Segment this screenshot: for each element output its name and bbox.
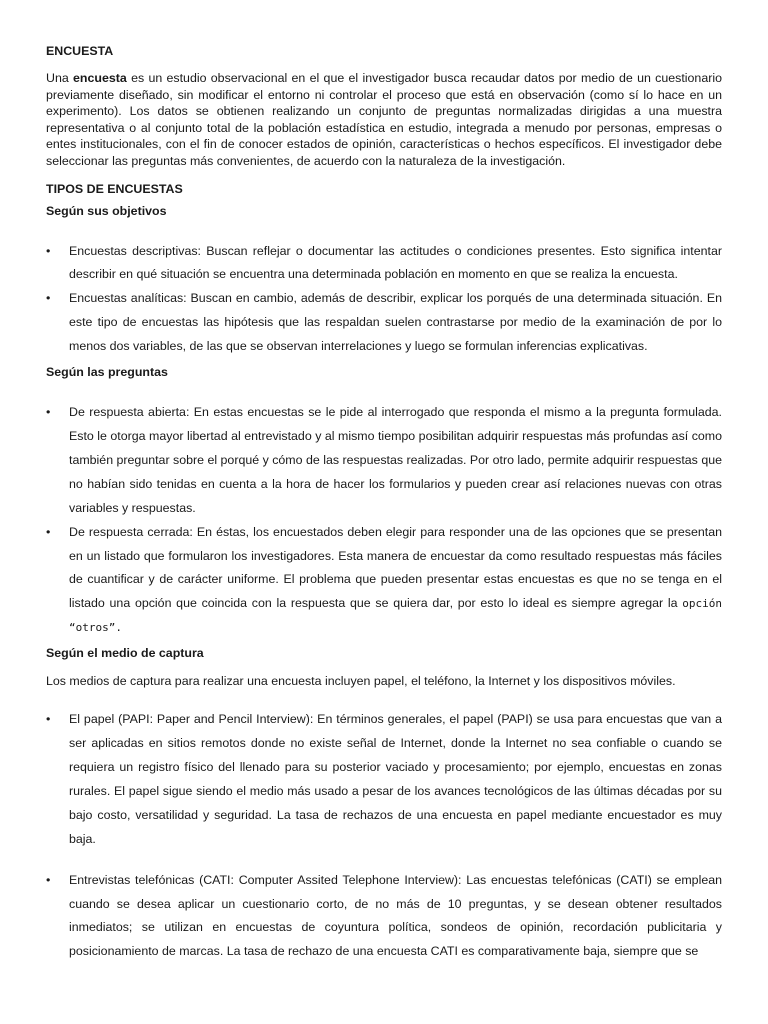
intro-pre: Una: [46, 71, 74, 85]
intro-post: es un estudio observacional en el que el investigador busca recaudar datos por medio de un cuestionario previamente diseñado, sin modificar el entorno ni controlar el proceso que está en observación (como sí lo hace en un experimento). Los datos se obtienen realizando un conjunto de preguntas normalizadas dirigidas a una muestra representativa o al conjunto total de la población estadística en estudio, integrada a menudo por personas, empresas o entes institucionales, con el fin de conocer estados de opinión, características o hechos específicos. El investigador debe seleccionar las preguntas más convenientes, de acuerdo con la naturaleza de la investigación.: [46, 71, 722, 168]
section-heading-preguntas: Según las preguntas: [46, 365, 168, 380]
list-item-text: De respuesta cerrada: En éstas, los encuestados deben elegir para responder una de las opciones que se presentan en un listado que formularon los investigadores. Esta manera de encuestar da como resultado respuestas más fáciles de cuantificar y de carácter uniforme. El problema que pueden presentar estas encuestas es que no se tenga en el listado una opción que coincida con la respuesta que se quiera dar, por esto lo ideal es siempre agregar la: [69, 524, 722, 611]
list-item: [46, 240, 722, 288]
list-item-text: De respuesta abierta: En estas encuestas se le pide al interrogado que responda el mismo a la pregunta formulada. Esto le otorga mayor libertad al entrevistado y al mismo tiempo posibilitan adquirir respuestas más profundas así como también preguntar sobre el porqué y cómo de las respuestas realizadas. Por otro lado, permite adquirir respuestas que no habían sido tenidas en cuenta a la hora de hacer los formularios y pueden crear así relaciones nuevas con otras variables y respuestas.: [69, 405, 722, 515]
list-medio-captura: [46, 708, 722, 964]
list-item: [46, 401, 722, 521]
list-item: [46, 708, 722, 851]
list-preguntas: [46, 401, 722, 640]
list-item: [46, 869, 722, 965]
intro-bold-term: encuesta: [73, 71, 127, 85]
list-item-text: Encuestas analíticas: Buscan en cambio, además de describir, explicar los porqués de una determinada situación. En este tipo de encuestas las hipótesis que las respaldan suelen contrastarse por medio de la examinación de por lo menos dos variables, de las que se observan interrelaciones y luego se formulan inferencias explicativas.: [69, 291, 722, 354]
bullet-icon: •: [46, 712, 51, 727]
bullet-icon: •: [46, 872, 51, 887]
document-title: ENCUESTA: [46, 44, 114, 58]
medio-captura-paragraph: Los medios de captura para realizar una encuesta incluyen papel, el teléfono, la Internet y los dispositivos móviles.: [46, 674, 676, 689]
bullet-icon: •: [46, 291, 51, 306]
types-heading: TIPOS DE ENCUESTAS: [46, 181, 183, 196]
bullet-icon: •: [46, 524, 51, 539]
bullet-icon: •: [46, 405, 51, 420]
list-item: [46, 521, 722, 641]
section-heading-objetivos: Según sus objetivos: [46, 203, 167, 218]
list-item-text: Encuestas descriptivas: Buscan reflejar o documentar las actitudes o condiciones presentes. Esto significa intentar describir en qué situación se encuentra una determinada población en momento en que se realiza la encuesta.: [69, 243, 722, 282]
list-item-tail: opción “otros”.: [69, 597, 722, 635]
list-item-text: El papel (PAPI: Paper and Pencil Interview): En términos generales, el papel (PAPI) se usa para encuestas que van a ser aplicadas en sitios remotos donde no existe señal de Internet, donde la Internet no sea confiable o cuando se requiera un registro físico del llenado para su posterior vaciado y procesamiento; por ejemplo, encuestas en zonas rurales. El papel sigue siendo el medio más usado a pesar de los avances tecnológicos de las últimas décadas por su bajo costo, versatilidad y seguridad. La tasa de rechazos de una encuesta en papel mediante encuestador es muy baja.: [69, 712, 722, 846]
list-objetivos: [46, 240, 722, 360]
list-item-text: Entrevistas telefónicas (CATI: Computer Assited Telephone Interview): Las encuestas telefónicas (CATI) se emplean cuando se desea aplicar un cuestionario corto, de no más de 10 preguntas, y se desean obtener resultados inmediatos; se utilizan en encuestas de coyuntura política, sondeos de opinión, recordación publicitaria y posicionamiento de marcas. La tasa de rechazo de una encuesta CATI es comparativamente baja, siempre que se: [69, 872, 722, 959]
intro-paragraph: [46, 70, 722, 170]
bullet-icon: •: [46, 243, 51, 258]
list-item: [46, 287, 722, 359]
section-heading-medio-captura: Según el medio de captura: [46, 646, 204, 661]
